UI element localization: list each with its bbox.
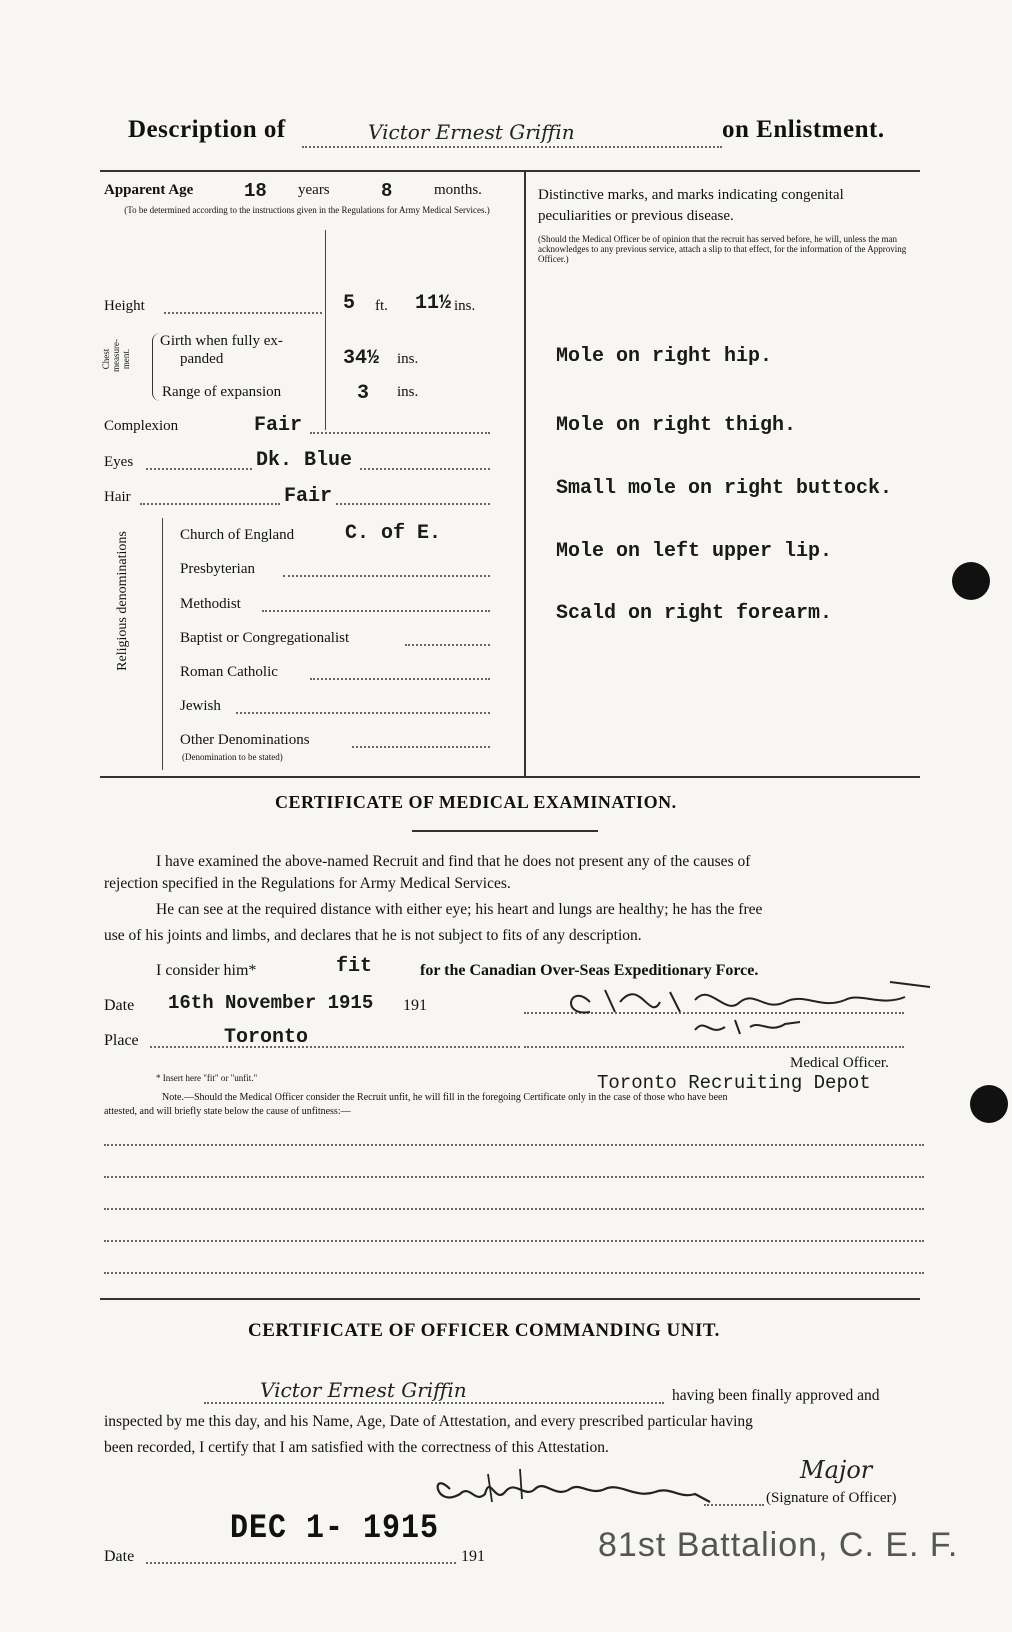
ink-blot <box>970 1085 1008 1123</box>
hair-value: Fair <box>284 485 333 508</box>
age-years-value: 18 <box>244 180 267 202</box>
marks-note: (Should the Medical Officer be of opinion that the recruit has served before, he will, unless the man acknowledges to any previous service, attach a slip to that effect, for the information of the Approving Officer.) <box>538 234 907 264</box>
chest-measurement-label: Chest measure- ment. <box>101 339 131 372</box>
range-value: 3 <box>357 382 370 405</box>
religion-methodist: Methodist <box>180 596 241 612</box>
height-ft-value: 5 <box>343 292 356 315</box>
medical-title-rule <box>412 830 598 832</box>
header-suffix: on Enlistment. <box>722 116 885 143</box>
hair-dots-b <box>336 503 490 505</box>
medical-officer-title: Medical Officer. <box>790 1055 889 1071</box>
height-dots <box>164 312 322 314</box>
medical-para-2: He can see at the required distance with either eye; his heart and lungs are healthy; he has the free <box>156 901 763 918</box>
other-dots <box>352 746 490 748</box>
methodist-dots <box>262 610 490 612</box>
girth-label-2: panded <box>180 351 224 367</box>
header-name-line <box>302 146 722 148</box>
mark-item: Mole on left upper lip. <box>556 540 833 563</box>
height-label: Height <box>104 298 145 314</box>
medical-title: CERTIFICATE OF MEDICAL EXAMINATION. <box>275 792 677 812</box>
religion-value: C. of E. <box>345 522 442 545</box>
recruit-name-line <box>204 1402 664 1404</box>
force-label: for the Canadian Over-Seas Expeditionary Force. <box>420 962 759 979</box>
commanding-para-b: inspected by me this day, and his Name, Age, Date of Attestation, and every prescribed particular having <box>104 1413 753 1430</box>
depot-stamp: Toronto Recruiting Depot <box>597 1072 871 1094</box>
medical-para-2b: use of his joints and limbs, and declares that he is not subject to fits of any description. <box>104 927 642 944</box>
commanding-title: CERTIFICATE OF OFFICER COMMANDING UNIT. <box>248 1320 720 1341</box>
girth-value: 34½ <box>343 347 380 370</box>
height-ins-label: ins. <box>454 298 476 314</box>
baptist-dots <box>405 644 490 646</box>
religion-jewish: Jewish <box>180 698 221 714</box>
religion-rule <box>162 518 163 770</box>
eyes-value: Dk. Blue <box>256 449 353 472</box>
eyes-dots-a <box>146 468 252 470</box>
medical-date-value: 16th November 1915 <box>168 992 374 1014</box>
unfit-note: Note.—Should the Medical Officer consider the Recruit unfit, he will fill in the foregoing Certificate only in the case of those who have been <box>162 1092 728 1103</box>
presbyterian-dots <box>283 575 490 577</box>
value-column-rule <box>325 230 326 430</box>
range-label: Range of expansion <box>162 384 282 400</box>
date-stamp: DEC 1- 1915 <box>230 1509 440 1549</box>
place-value: Toronto <box>224 1026 309 1049</box>
hair-label: Hair <box>104 489 131 505</box>
officer-rank-line <box>524 1046 904 1048</box>
signature-dots <box>704 1504 764 1506</box>
religion-church-of-england: Church of England <box>180 527 295 543</box>
consider-label: I consider him* <box>156 962 257 979</box>
place-label: Place <box>104 1032 139 1049</box>
religion-roman-catholic: Roman Catholic <box>180 664 278 680</box>
medical-bottom-rule <box>100 1298 920 1300</box>
age-note: (To be determined according to the instructions given in the Regulations for Army Medical Services.) <box>124 205 490 215</box>
girth-ins-label: ins. <box>397 351 419 367</box>
mark-item: Mole on right hip. <box>556 345 773 368</box>
marks-heading-2: peculiarities or previous disease. <box>538 208 734 224</box>
commanding-date-year: 191 <box>461 1548 485 1565</box>
religious-denominations-label: Religious denominations <box>115 531 130 671</box>
commanding-para-a: having been finally approved and <box>672 1387 880 1404</box>
age-months-value: 8 <box>381 180 393 202</box>
medical-date-year: 191 <box>403 997 427 1014</box>
top-rule <box>100 170 920 172</box>
commanding-rank: Major <box>800 1456 873 1484</box>
recruit-name: Victor Ernest Griffin <box>368 120 575 144</box>
height-ins-value: 11½ <box>415 292 452 315</box>
commanding-para-c: been recorded, I certify that I am satisfied with the correctness of this Attestation. <box>104 1439 609 1456</box>
mark-item: Mole on right thigh. <box>556 414 797 437</box>
place-dots <box>150 1046 520 1048</box>
ink-blot <box>952 562 990 600</box>
unfitness-line <box>104 1144 924 1146</box>
mark-item: Small mole on right buttock. <box>556 477 893 500</box>
ft-label: ft. <box>375 298 388 314</box>
complexion-label: Complexion <box>104 418 179 434</box>
complexion-value: Fair <box>254 414 303 437</box>
medical-date-label: Date <box>104 997 135 1014</box>
commanding-recruit-name: Victor Ernest Griffin <box>260 1378 467 1402</box>
range-ins-label: ins. <box>397 384 419 400</box>
religion-other-note: (Denomination to be stated) <box>182 752 283 762</box>
hair-dots-a <box>140 503 280 505</box>
religion-baptist: Baptist or Congregationalist <box>180 630 350 646</box>
unfitness-line <box>104 1208 924 1210</box>
commanding-date-label: Date <box>104 1548 135 1565</box>
months-label: months. <box>434 182 482 198</box>
unit-stamp: 81st Battalion, C. E. F. <box>598 1526 959 1564</box>
unfitness-line <box>104 1240 924 1242</box>
eyes-label: Eyes <box>104 454 134 470</box>
complexion-dots <box>310 432 490 434</box>
commanding-date-line <box>146 1562 456 1564</box>
unfitness-line <box>104 1176 924 1178</box>
marks-heading-1: Distinctive marks, and marks indicating congenital <box>538 187 844 203</box>
medical-para-1: I have examined the above-named Recruit and find that he does not present any of the causes of <box>156 853 751 870</box>
unfit-note-b: attested, and will briefly state below the cause of unfitness:— <box>104 1106 351 1117</box>
age-label: Apparent Age <box>104 182 194 198</box>
eyes-dots-b <box>360 468 490 470</box>
religion-other: Other Denominations <box>180 732 310 748</box>
fitness-value: fit <box>336 955 373 978</box>
header-prefix: Description of <box>128 116 286 143</box>
years-label: years <box>298 182 330 198</box>
jewish-dots <box>236 712 490 714</box>
girth-label-1: Girth when fully ex- <box>160 333 283 349</box>
medical-para-1b: rejection specified in the Regulations for Army Medical Services. <box>104 875 511 892</box>
column-divider <box>524 172 526 776</box>
catholic-dots <box>310 678 490 680</box>
medical-officer-signature <box>560 972 950 1042</box>
mark-item: Scald on right forearm. <box>556 602 833 625</box>
religion-presbyterian: Presbyterian <box>180 561 255 577</box>
signature-label: (Signature of Officer) <box>766 1490 897 1506</box>
insert-note: * Insert here "fit" or "unfit." <box>156 1073 258 1083</box>
bottom-rule-description <box>100 776 920 778</box>
unfitness-line <box>104 1272 924 1274</box>
